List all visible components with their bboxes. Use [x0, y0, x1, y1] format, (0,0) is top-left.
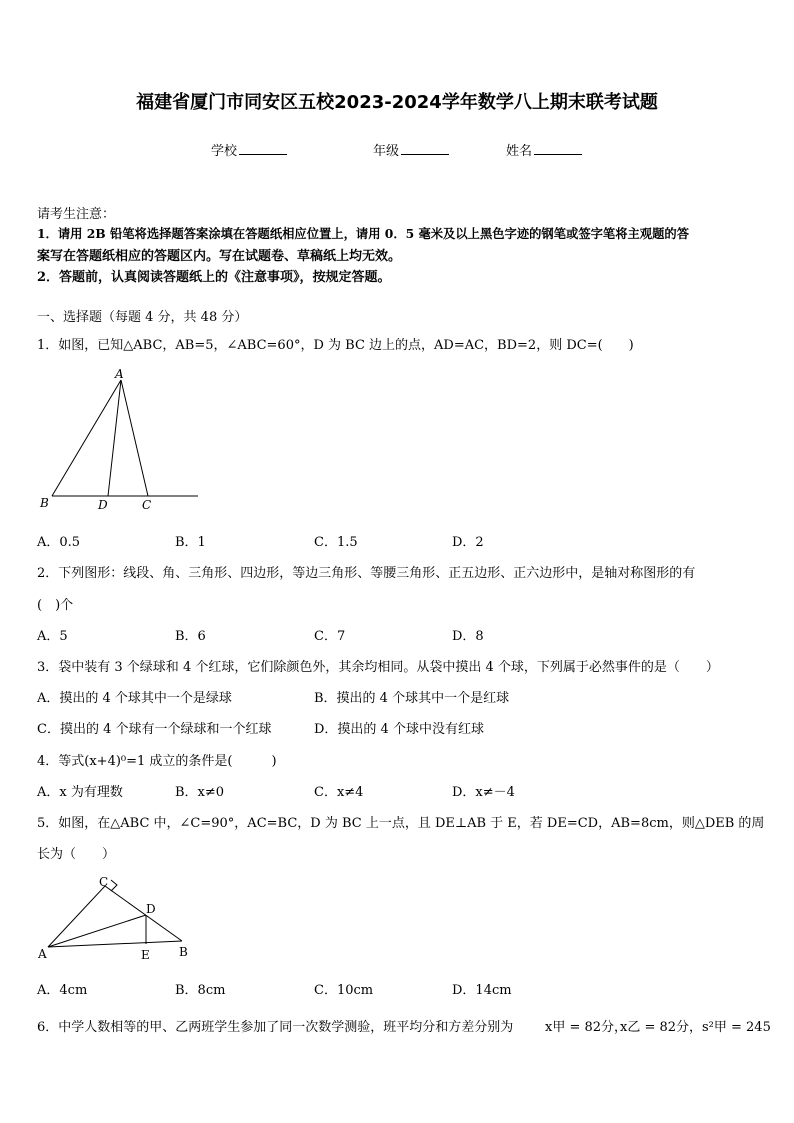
q1-label-c: C	[142, 498, 152, 512]
q4-option-c[interactable]: C．x≠4	[314, 785, 364, 800]
q3-option-d[interactable]: D．摸出的 4 个球中没有红球	[314, 722, 484, 737]
school-blank	[239, 142, 287, 155]
q2-text-line-1: 2．下列图形：线段、角、三角形、四边形，等边三角形、等腰三角形、正五边形、正六边形中，是轴对称图形的有	[37, 566, 696, 581]
q6-mean-jia: x甲 = 82分，	[545, 1020, 628, 1035]
q5-label-a: A	[38, 947, 47, 961]
q1-line-ab	[52, 380, 121, 496]
q5-option-b[interactable]: B．8cm	[175, 983, 226, 998]
q2-text-line-2: ( )个	[37, 598, 74, 613]
q2-option-d[interactable]: D．8	[452, 629, 484, 644]
q5-line-ab	[48, 941, 182, 947]
notice-heading: 请考生注意：	[37, 207, 116, 222]
q1-option-a[interactable]: A．0.5	[37, 535, 81, 550]
school-field	[211, 140, 287, 159]
q5-line-cb	[105, 886, 182, 941]
q1-line-ad	[108, 380, 121, 496]
name-blank	[534, 142, 582, 155]
q6-mean-yi: x乙 = 82分，	[620, 1020, 703, 1035]
notice-line-1a: 1．请用 2B 铅笔将选择题答案涂填在答题纸相应位置上，请用 0．5 毫米及以上黑色字迹的钢笔或签字笔将主观题的答	[37, 226, 689, 241]
grade-field	[373, 140, 449, 159]
q5-option-d[interactable]: D．14cm	[452, 983, 512, 998]
q3-option-a[interactable]: A．摸出的 4 个球其中一个是绿球	[37, 691, 232, 706]
q1-line-ac	[121, 380, 148, 496]
q5-option-c[interactable]: C．10cm	[314, 983, 374, 998]
notice-line-2: 2．答题前，认真阅读答题纸上的《注意事项》，按规定答题。	[37, 270, 391, 285]
q1-label-d: D	[98, 498, 108, 512]
name-field	[506, 140, 582, 159]
grade-label: 年级	[373, 144, 400, 159]
grade-blank	[401, 142, 449, 155]
q1-option-d[interactable]: D．2	[452, 535, 484, 550]
q4-option-b[interactable]: B．x≠0	[175, 785, 225, 800]
q3-option-c[interactable]: C．摸出的 4 个球有一个绿球和一个红球	[37, 722, 272, 737]
q5-right-angle-mark	[111, 880, 117, 891]
name-label: 姓名	[506, 144, 533, 159]
q1-option-b[interactable]: B．1	[175, 535, 206, 550]
q4-text: 4．等式(x+4)⁰=1 成立的条件是( )	[37, 754, 277, 769]
section-1-heading: 一、选择题（每题 4 分，共 48 分）	[37, 310, 248, 325]
q6-variance-jia: s²甲 = 245	[702, 1020, 771, 1035]
school-label: 学校	[211, 144, 238, 159]
page-title: 福建省厦门市同安区五校2023-2024学年数学八上期末联考试题	[136, 92, 658, 113]
q4-option-d[interactable]: D．x≠－4	[452, 785, 515, 800]
q3-text: 3．袋中装有 3 个绿球和 4 个红球，它们除颜色外，其余均相同。从袋中摸出 4 个球，下列属于必然事件的是（ ）	[37, 660, 719, 675]
notice-line-1b: 案写在答题纸相应的答题区内。写在试题卷、草稿纸上均无效。	[37, 249, 402, 264]
q1-label-a: A	[115, 367, 124, 381]
q5-label-b: B	[179, 945, 188, 959]
q1-option-c[interactable]: C．1.5	[314, 535, 358, 550]
q5-option-a[interactable]: A．4cm	[37, 983, 88, 998]
q2-option-c[interactable]: C．7	[314, 629, 346, 644]
q2-option-a[interactable]: A．5	[37, 629, 68, 644]
q3-option-b[interactable]: B．摸出的 4 个球其中一个是红球	[314, 691, 510, 706]
q5-label-d: D	[146, 902, 156, 916]
q1-text: 1．如图，已知△ABC，AB=5，∠ABC=60°，D 为 BC 边上的点，AD=AC，BD=2，则 DC=( )	[37, 338, 634, 353]
q5-label-e: E	[141, 948, 150, 962]
q5-label-c: C	[99, 875, 109, 889]
q5-text-line-2: 长为（ ）	[37, 847, 116, 862]
q4-option-a[interactable]: A．x 为有理数	[37, 785, 123, 800]
q1-label-b: B	[40, 496, 49, 510]
q1-triangle-figure	[36, 366, 206, 516]
q6-text: 6．中学人数相等的甲、乙两班学生参加了同一次数学测验，班平均分和方差分别为	[37, 1020, 514, 1035]
q2-option-b[interactable]: B．6	[175, 629, 206, 644]
q5-triangle-figure	[36, 872, 196, 964]
q5-text-line-1: 5．如图，在△ABC 中，∠C=90°，AC=BC，D 为 BC 上一点，且 DE⊥AB 于 E，若 DE=CD，AB=8cm，则△DEB 的周	[37, 816, 765, 831]
